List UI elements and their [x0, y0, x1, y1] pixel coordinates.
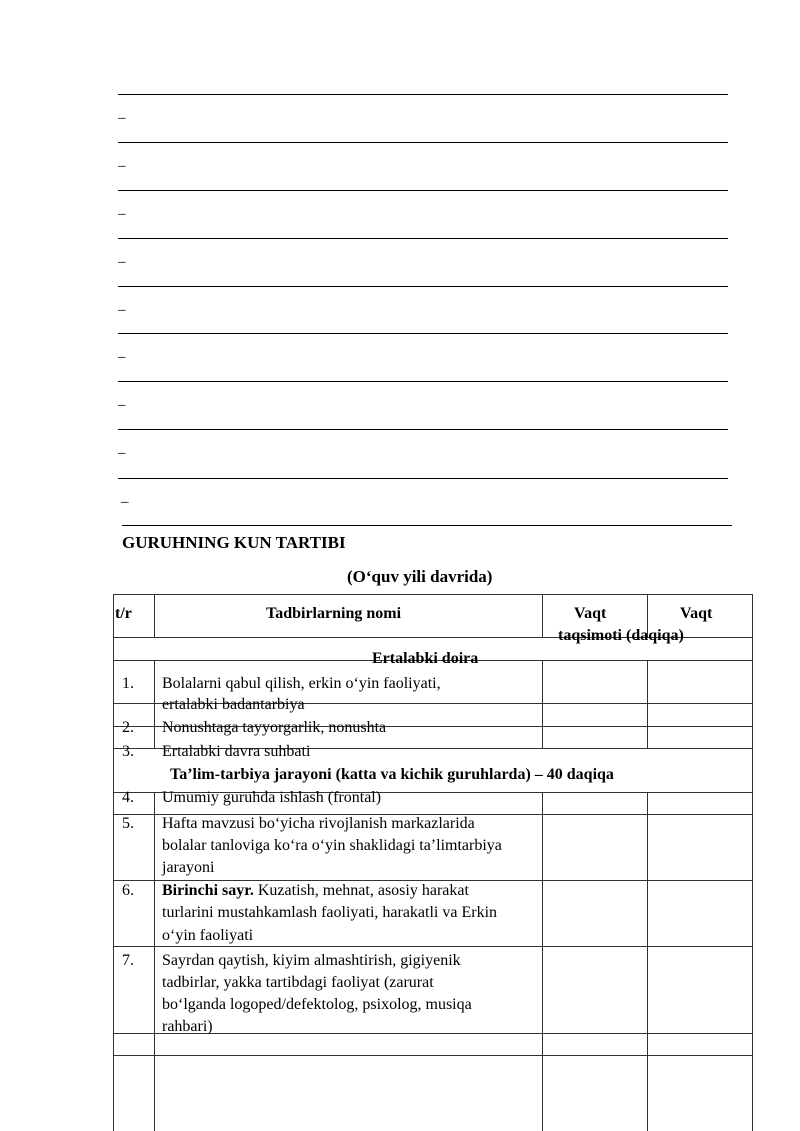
row-text: bo‘lganda logoped/defektolog, psixolog, musiqa: [162, 996, 472, 1013]
dash-mark: –: [118, 254, 126, 270]
table-rule: [113, 594, 114, 1131]
row-text: ertalabki badantarbiya: [162, 696, 305, 713]
blank-line: [118, 286, 728, 287]
row-text: tadbirlar, yakka tartibdagi faoliyat (zarurat: [162, 974, 434, 991]
blank-line: [118, 381, 728, 382]
table-rule: [113, 594, 753, 595]
row-text: Sayrdan qaytish, kiyim almashtirish, gigiyenik: [162, 952, 461, 969]
table-rule: [113, 1055, 753, 1056]
dash-mark: –: [118, 158, 126, 174]
row-text: Nonushtaga tayyorgarlik, nonushta: [162, 719, 387, 736]
header-time-distribution: taqsimoti (daqiqa): [558, 627, 684, 644]
table-rule: [542, 660, 543, 748]
row-text: Bolalarni qabul qilish, erkin o‘yin faoliyati,: [162, 675, 441, 692]
blank-line: [118, 333, 728, 334]
row-number: 1.: [122, 675, 134, 692]
row-text: o‘yin faoliyati: [162, 927, 254, 944]
table-rule: [154, 660, 155, 748]
header-number: t/r: [115, 605, 132, 622]
blank-line: [118, 190, 728, 191]
table-rule: [752, 594, 753, 1131]
dash-mark: –: [121, 494, 129, 510]
header-activity-name: Tadbirlarning nomi: [266, 605, 402, 622]
row-number: 6.: [122, 882, 134, 899]
row-text-bold: Birinchi sayr.: [162, 882, 254, 899]
blank-line: [118, 238, 728, 239]
dash-mark: –: [118, 397, 126, 413]
section-heading: Ta’lim-tarbiya jarayoni (katta va kichik guruhlarda) – 40 daqiqa: [170, 766, 614, 783]
page-subtitle: (O‘quv yili davrida): [347, 567, 493, 586]
blank-line: [118, 478, 728, 479]
row-text: Hafta mavzusi bo‘yicha rivojlanish markazlarida: [162, 815, 475, 832]
table-rule: [154, 594, 155, 637]
table-rule: [154, 792, 155, 1131]
dash-mark: –: [118, 110, 126, 126]
table-rule: [542, 792, 543, 1131]
row-text: Ertalabki davra suhbati: [162, 743, 311, 760]
table-rule: [542, 594, 543, 637]
blank-line: [118, 429, 728, 430]
row-number: 7.: [122, 952, 134, 969]
blank-line: [118, 142, 728, 143]
row-number: 4.: [122, 789, 134, 806]
page-title: GURUHNING KUN TARTIBI: [122, 533, 346, 552]
header-time: Vaqt: [680, 605, 713, 622]
dash-mark: –: [118, 445, 126, 461]
row-text: turlarini mustahkamlash faoliyati, harakatli va Erkin: [162, 904, 498, 921]
row-number: 5.: [122, 815, 134, 832]
row-text: bolalar tanloviga ko‘ra o‘yin shaklidagi ta’limtarbiya: [162, 837, 502, 854]
blank-line: [118, 94, 728, 95]
dash-mark: –: [118, 302, 126, 318]
row-text: jarayoni: [162, 859, 215, 876]
dash-mark: –: [118, 349, 126, 365]
table-rule: [647, 792, 648, 1131]
blank-line: [122, 525, 732, 526]
dash-mark: –: [118, 206, 126, 222]
section-heading: Ertalabki doira: [372, 650, 479, 667]
row-number: 3.: [122, 743, 134, 760]
row-text: rahbari): [162, 1018, 213, 1035]
row-number: 2.: [122, 719, 134, 736]
header-time: Vaqt: [574, 605, 607, 622]
row-text: [162, 880, 469, 902]
row-text-rest: Kuzatish, mehnat, asosiy harakat: [253, 882, 469, 899]
row-text: Umumiy guruhda ishlash (frontal): [162, 789, 382, 806]
table-rule: [647, 660, 648, 748]
